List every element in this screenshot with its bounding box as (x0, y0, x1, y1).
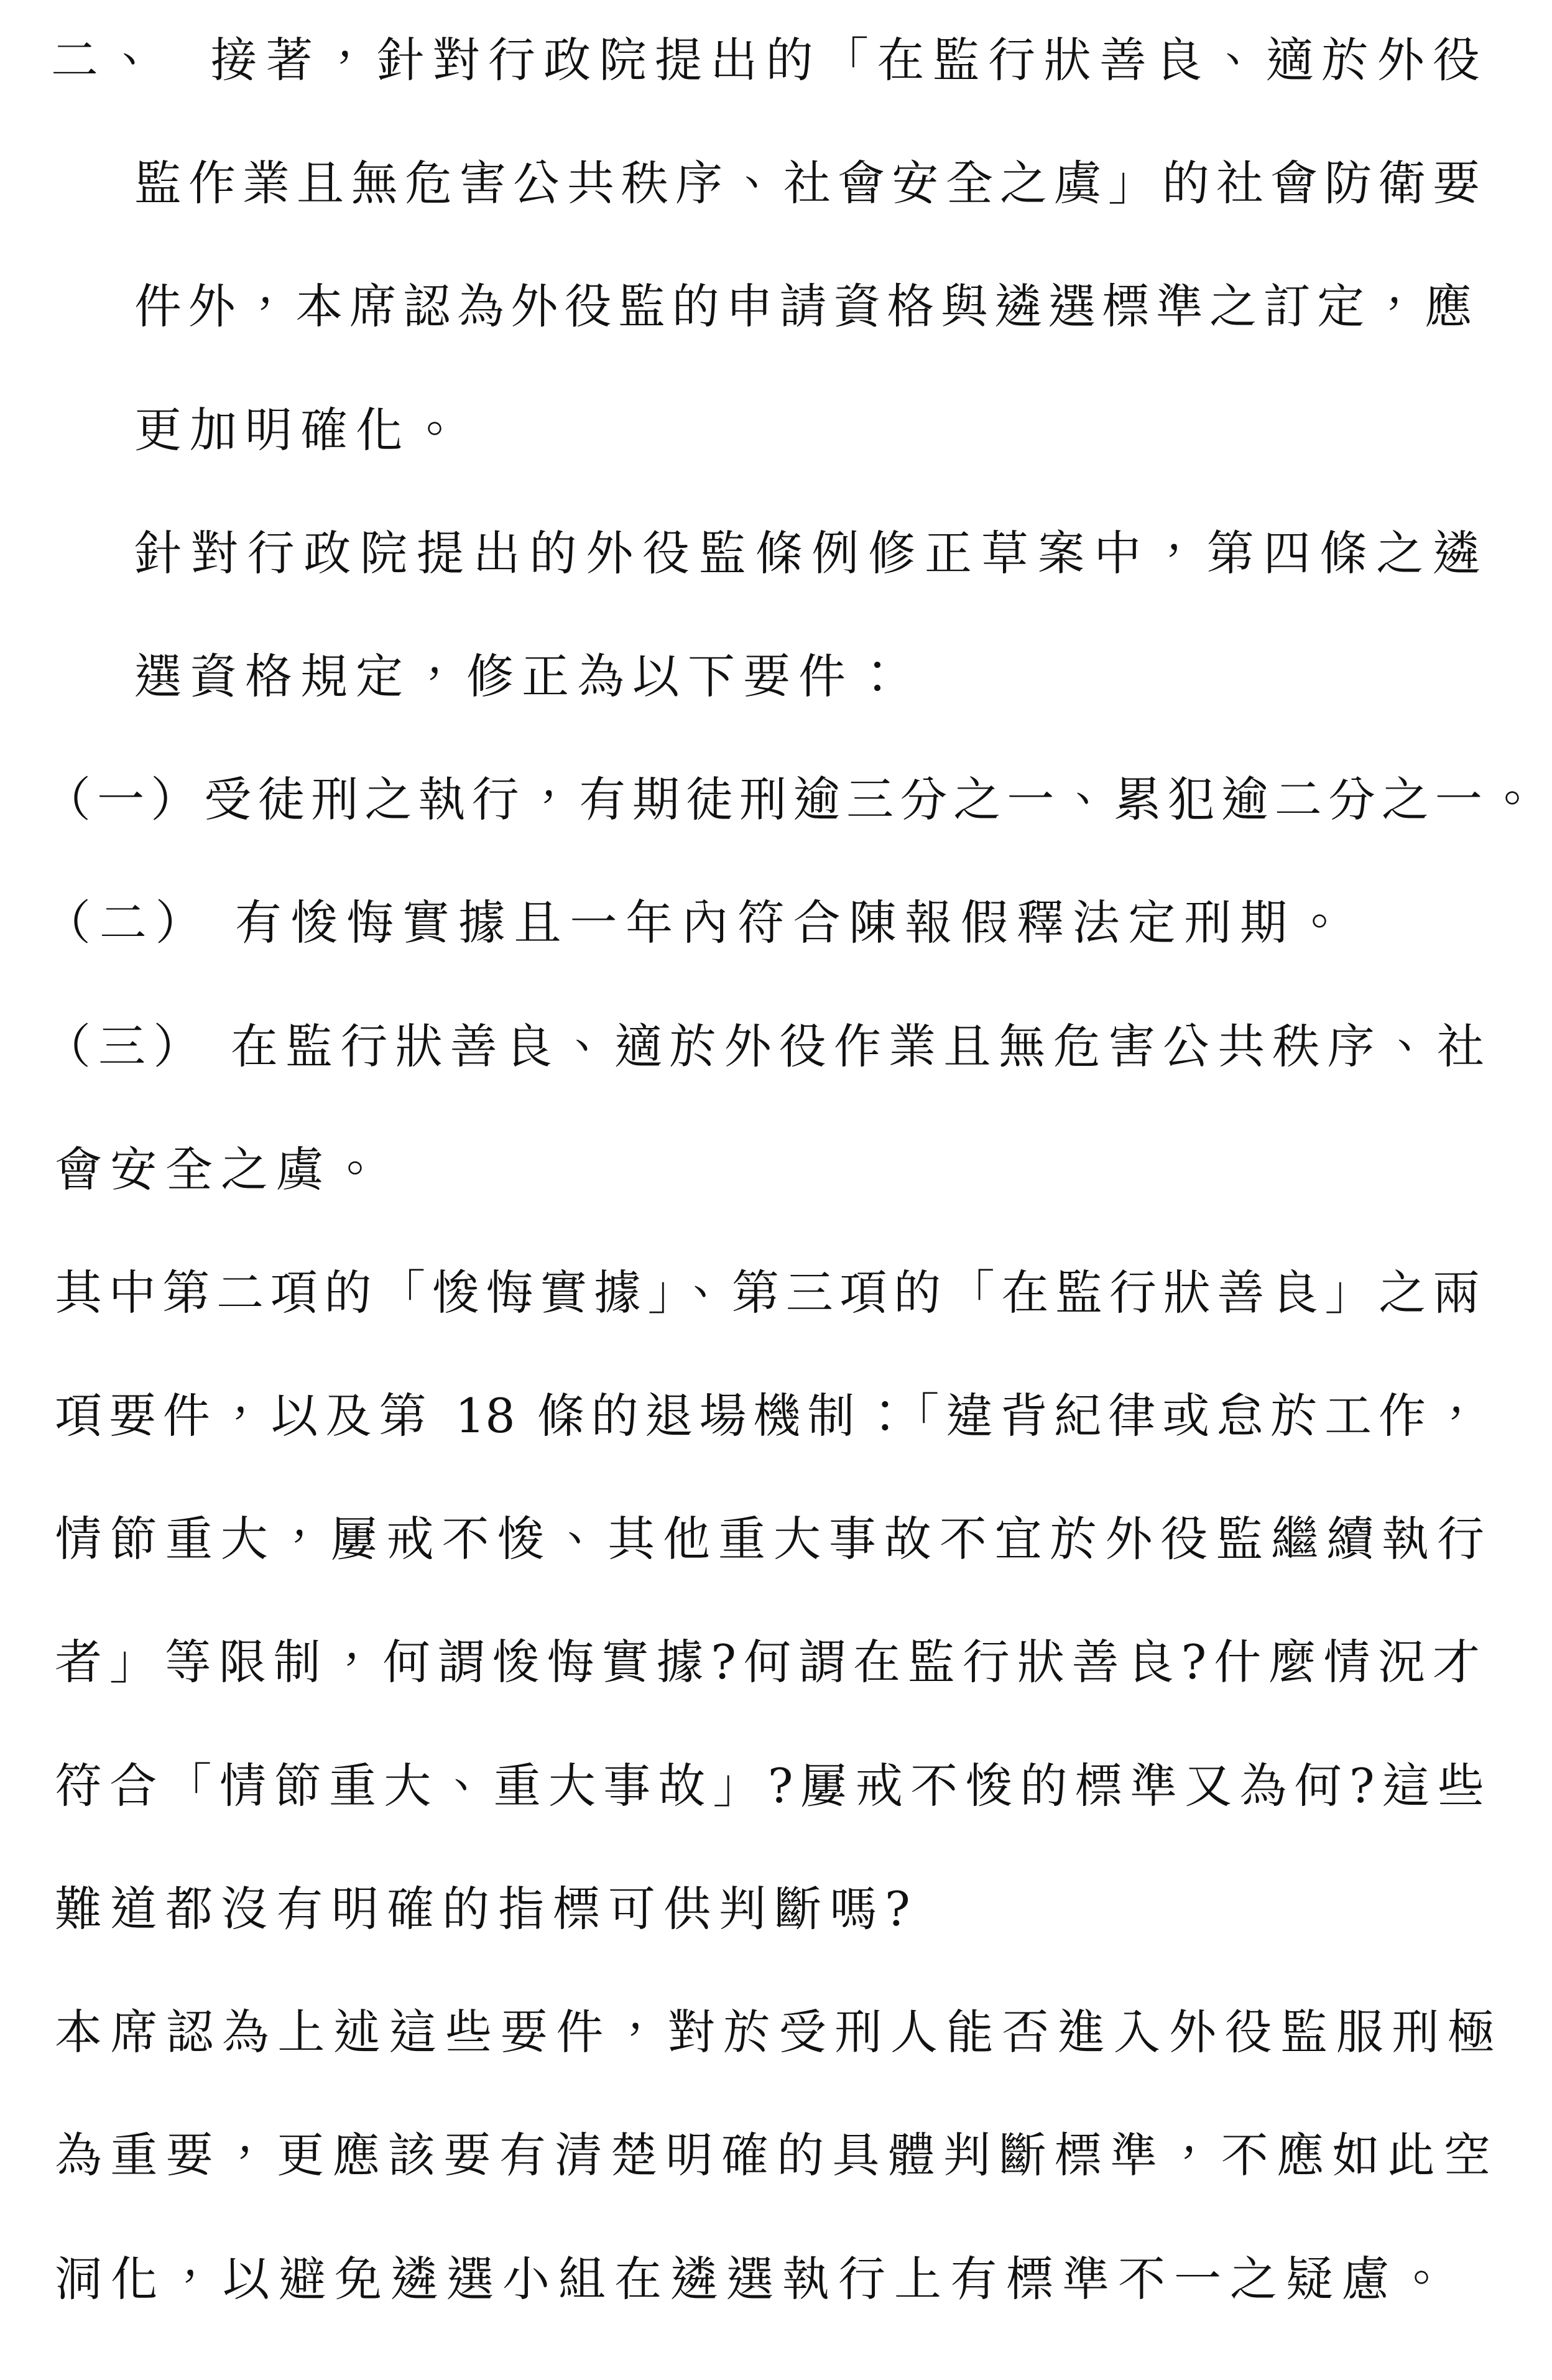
paragraph-line: 接著，針對行政院提出的「在監行狀善良、適於外役 (210, 32, 1480, 88)
requirement-line: （一）受徒刑之執行，有期徒刑逾三分之一、累犯逾二分之一。 (44, 772, 1536, 827)
paragraph-line: 其中第二項的「悛悔實據」、第三項的「在監行狀善良」之兩 (55, 1265, 1480, 1320)
requirement-line: （三） 在監行狀善良、適於外役作業且無危害公共秩序、社 (44, 1019, 1484, 1074)
paragraph-line: 針對行政院提出的外役監條例修正草案中，第四條之遴 (134, 526, 1480, 581)
paragraph-line: 監作業且無危害公共秩序、社會安全之虞」的社會防衛要 (134, 155, 1480, 211)
paragraph-line: 難道都沒有明確的指標可供判斷嗎? (55, 1881, 918, 1937)
paragraph-line: 項要件，以及第 18 條的退場機制：「違背紀律或怠於工作， (55, 1388, 1480, 1443)
paragraph-line: 選資格規定，修正為以下要件： (134, 649, 909, 704)
paragraph-line: 本席認為上述這些要件，對於受刑人能否進入外役監服刑極 (55, 2004, 1495, 2060)
paragraph-line: 者」等限制，何謂悛悔實據?何謂在監行狀善良?什麼情況才 (55, 1634, 1480, 1690)
paragraph-line: 情節重大，屢戒不悛、其他重大事故不宜於外役監繼續執行 (55, 1511, 1484, 1567)
paragraph-line: 洞化，以避免遴選小組在遴選執行上有標準不一之疑慮。 (55, 2251, 1454, 2307)
paragraph-line: 件外，本席認為外役監的申請資格與遴選標準之訂定，應 (134, 279, 1472, 334)
requirement-line: 會安全之虞。 (55, 1142, 387, 1197)
paragraph-line: 符合「情節重大、重大事故」?屢戒不悛的標準又為何?這些 (55, 1758, 1484, 1813)
requirement-line: （二） 有悛悔實據且一年內符合陳報假釋法定刑期。 (44, 895, 1343, 950)
section-marker: 二、 (51, 32, 163, 88)
paragraph-line: 為重要，更應該要有清楚明確的具體判斷標準，不應如此空 (55, 2128, 1490, 2183)
paragraph-line: 更加明確化。 (134, 402, 466, 458)
